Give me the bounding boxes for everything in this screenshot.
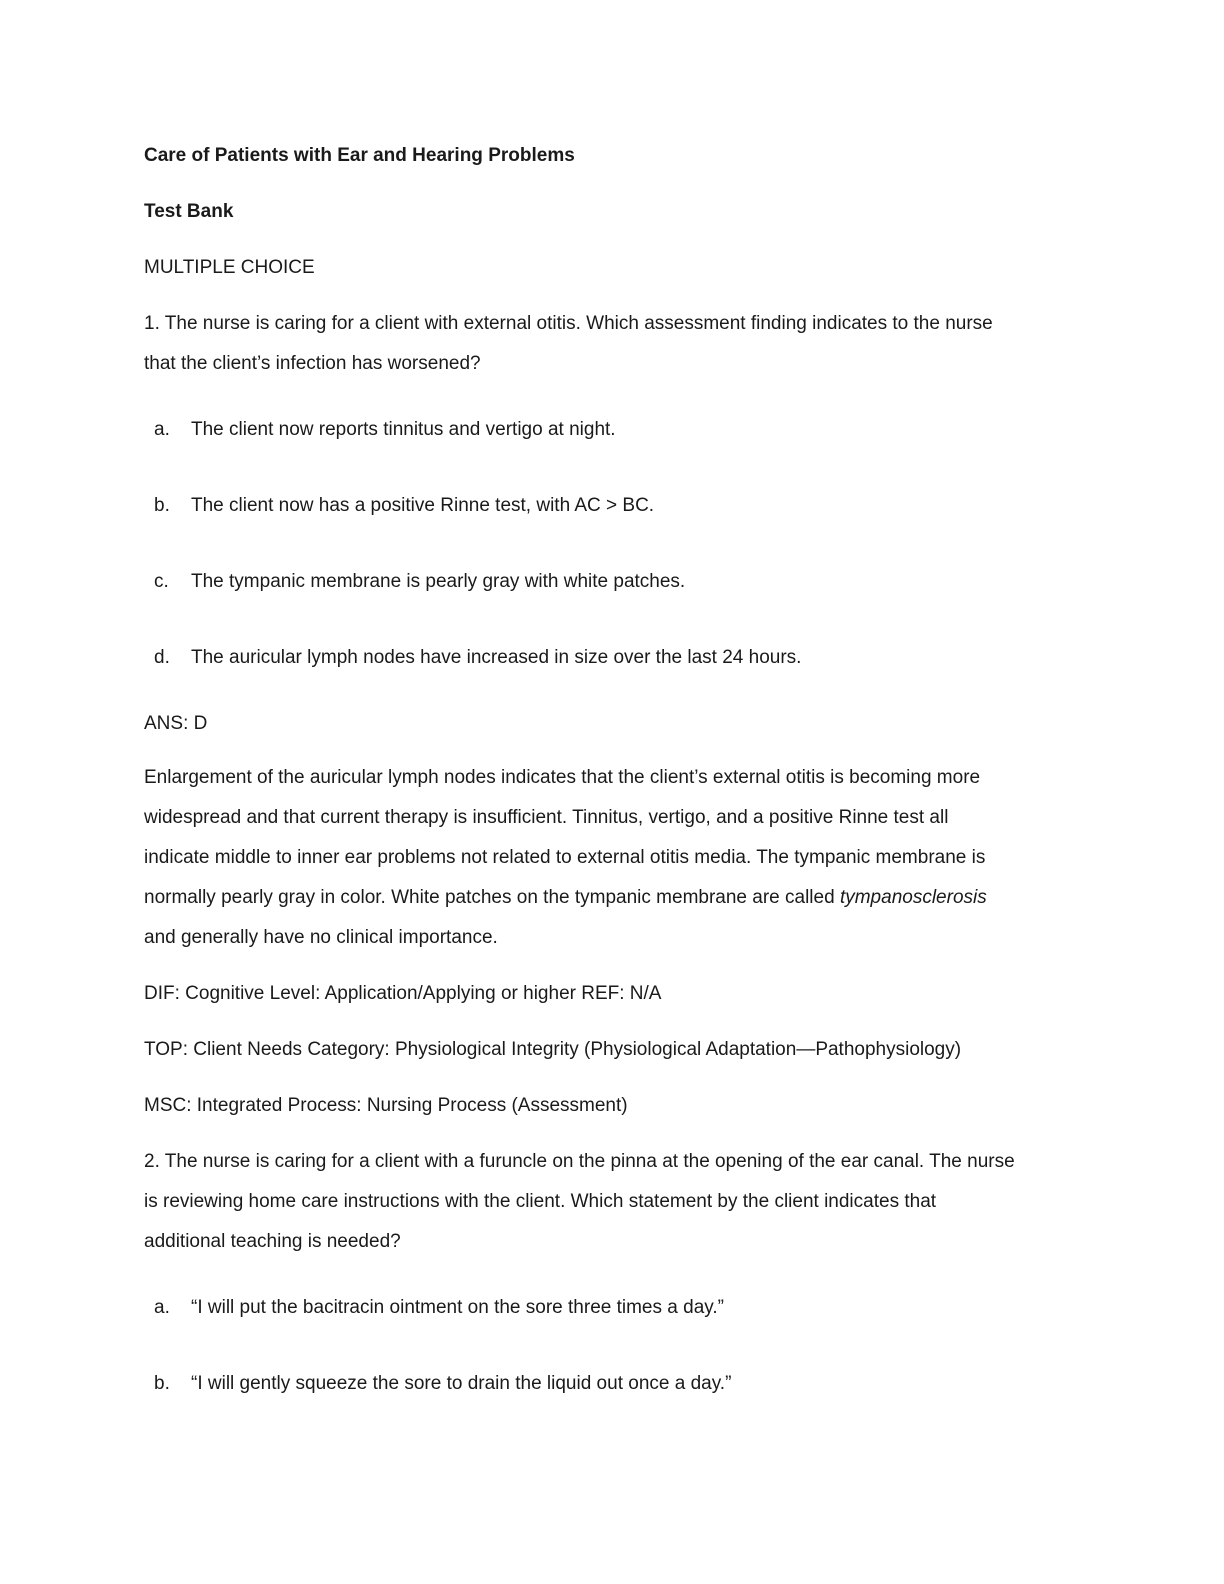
q1-answer: ANS: D [144, 713, 208, 734]
q2-option-b-text: “I will gently squeeze the sore to drain the liquid out once a day.” [191, 1373, 732, 1394]
document-subtitle: Test Bank [144, 201, 234, 222]
q1-option-c-letter: c. [154, 571, 169, 592]
q2-option-a-letter: a. [154, 1297, 170, 1318]
q1-option-b-letter: b. [154, 495, 170, 516]
q1-option-a-text: The client now reports tinnitus and vertigo at night. [191, 419, 616, 440]
q1-rationale-term: tympanosclerosis [839, 887, 987, 908]
document-title: Care of Patients with Ear and Hearing Problems [144, 145, 575, 166]
q1-option-a-letter: a. [154, 419, 170, 440]
q1-rationale-line-5: and generally have no clinical importance. [144, 927, 498, 948]
q1-option-d-text: The auricular lymph nodes have increased in size over the last 24 hours. [191, 647, 802, 668]
question-2-stem-line-3: additional teaching is needed? [144, 1231, 401, 1252]
q1-rationale-line-3: indicate middle to inner ear problems not related to external otitis media. The tympanic membrane is [144, 847, 986, 868]
q2-option-b-letter: b. [154, 1373, 170, 1394]
question-1-stem-line-2: that the client’s infection has worsened? [144, 353, 481, 374]
q1-msc: MSC: Integrated Process: Nursing Process (Assessment) [144, 1095, 628, 1116]
question-1-stem-line-1: 1. The nurse is caring for a client with external otitis. Which assessment finding indicates to the nurse [144, 313, 993, 334]
q2-option-a-text: “I will put the bacitracin ointment on the sore three times a day.” [191, 1297, 724, 1318]
question-2-stem-line-1: 2. The nurse is caring for a client with a furuncle on the pinna at the opening of the ear canal. The nurse [144, 1151, 1015, 1172]
q1-option-c-text: The tympanic membrane is pearly gray with white patches. [191, 571, 686, 592]
q1-dif: DIF: Cognitive Level: Application/Applying or higher REF: N/A [144, 983, 662, 1004]
section-heading: MULTIPLE CHOICE [144, 257, 315, 278]
q1-option-b-text: The client now has a positive Rinne test, with AC > BC. [191, 495, 655, 516]
q1-rationale-line-1: Enlargement of the auricular lymph nodes indicates that the client’s external otitis is becoming more [144, 767, 981, 788]
q1-rationale-line-2: widespread and that current therapy is insufficient. Tinnitus, vertigo, and a positive Rinne test all [144, 807, 949, 828]
q1-top: TOP: Client Needs Category: Physiological Integrity (Physiological Adaptation—Pathophysiology) [144, 1039, 962, 1060]
question-2-stem-line-2: is reviewing home care instructions with the client. Which statement by the client indicates that [144, 1191, 937, 1212]
q1-rationale-line-4 [144, 886, 987, 910]
q1-rationale-line-4-text: normally pearly gray in color. White patches on the tympanic membrane are called [144, 887, 840, 908]
q1-option-d-letter: d. [154, 647, 170, 668]
